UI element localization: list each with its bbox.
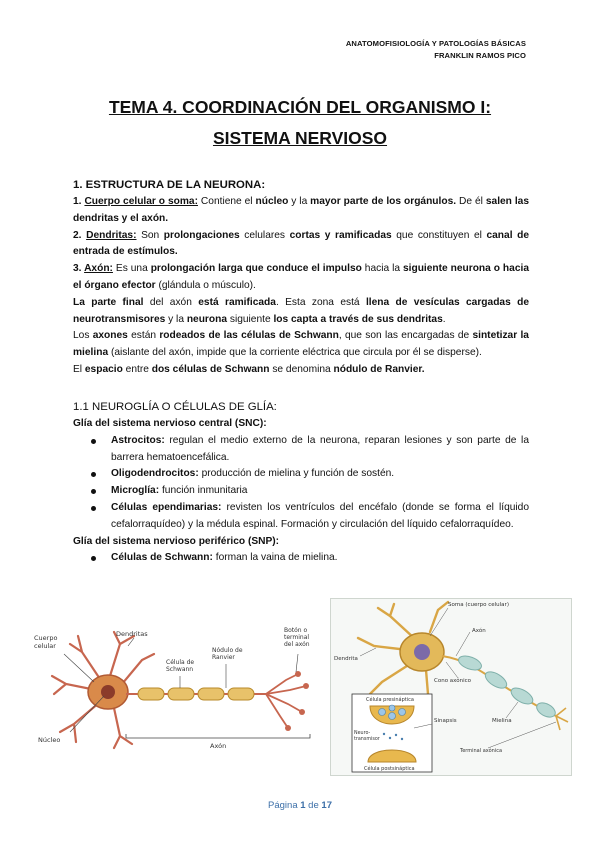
bold-text: núcleo [255,196,289,207]
list-item [111,483,529,500]
label-dendrita: Dendrita [334,656,358,662]
bold-text: Glía del sistema nervioso central (SNC): [73,418,267,429]
bold-text: rodeados de las células de Schwann [159,330,339,342]
text: siguiente [227,313,274,325]
term-dendritas: Dendritas: [86,229,137,241]
label-postsinaptica: Célula postsináptica [364,766,415,772]
neuron-diagram-svg [30,624,322,756]
term-axon: Axón: [84,263,113,275]
bold-text: está ramificada [198,296,276,308]
text: Es una [112,263,151,275]
header-course: ANATOMOFISIOLOGÍA Y PATOLOGÍAS BÁSICAS [345,39,526,48]
neuron-diagram [30,624,322,756]
bold-text: dos células de Schwann [151,363,270,375]
bold-text: canal de entrada de estímulos. [73,229,529,258]
text: se denomina [269,363,334,375]
text: , que son las encargadas de [338,330,473,342]
synapse-diagram [330,598,572,776]
synapse-diagram-svg [330,598,572,776]
bold-text: sintetizar la mielina [73,330,529,359]
list-item [111,500,529,534]
section-neuron-structure [73,176,529,379]
snp-heading [73,534,529,551]
snc-list [73,433,529,534]
footer-page-total: 17 [321,800,332,811]
label-presinaptica: Célula presináptica [366,697,414,703]
item-number: 1. [73,196,85,207]
paragraph-axon-terminal [73,295,529,329]
item-text: revisten los ventrículos del encéfalo (donde se forma el líquido cefalorraquídeo) y la médula espinal. Formación y circulación del líquido cefalorraquídeo. [111,501,529,530]
page-title [60,92,540,154]
label-line: Schwann [166,666,194,673]
label-line: Cuerpo [34,634,58,642]
footer-mid: de [305,800,322,811]
item-term: Células de Schwann: [111,552,213,564]
bold-text: llena de vesículas cargadas de neurotransmisores [73,296,529,325]
label-nucleo: Núcleo [38,736,61,744]
bold-text: axones [92,330,128,342]
label-line: Célula de [166,659,195,666]
label-line: transmisor [354,737,380,742]
list-item [111,433,529,467]
section-heading: 1.1 NEUROGLÍA O CÉLULAS DE GLÍA: [73,401,277,413]
footer-page-number: 1 [300,800,306,811]
item-text: forman la vaina de mielina. [212,552,338,564]
text: . [442,313,446,325]
item-text: regulan el medio externo de la neurona, reparan lesiones y son parte de la barrera hematoencefálica. [111,434,529,463]
label-celula-schwann [166,659,194,673]
bold-text: Glía del sistema nervioso periférico (SNP): [73,535,280,547]
section-neuroglia [73,398,529,567]
item-term: Microglía: [111,485,160,497]
bold-text: salen las dendritas y el axón. [73,196,530,224]
text: El [73,363,85,375]
label-terminal-axonica: Terminal axónica [460,748,503,754]
label-cuerpo-celular [34,634,57,650]
text: hacia la [361,263,403,275]
title-line-2: SISTEMA NERVIOSO [212,128,388,148]
footer-prefix: Página [268,800,301,811]
nucleus [414,644,430,660]
term-soma: Cuerpo celular o soma: [84,196,198,207]
bold-text: La parte final [73,296,144,308]
text: entre [122,363,152,375]
bold-text: cortas y ramificadas [289,229,392,241]
label-boton [284,627,310,648]
paragraph-ranvier [73,362,529,379]
list-item [111,550,529,567]
section-heading: 1. ESTRUCTURA DE LA NEURONA: [73,179,266,191]
text: y la [288,196,311,207]
label-line: del axón [284,641,310,648]
label-soma: Soma (cuerpo celular) [448,602,509,608]
paragraph-schwann [73,328,529,362]
label-mielina: Mielina [492,718,512,724]
text: están [127,330,160,342]
text: y la [165,313,187,325]
item-term: Oligodendrocitos: [111,468,199,480]
paragraph-dendritas [73,228,529,262]
label-line: Neuro- [354,731,371,736]
bold-text: nódulo de Ranvier. [333,363,425,375]
text: De él [456,196,486,207]
text: que constituyen el [391,229,487,241]
item-number: 2. [73,229,87,241]
snp-list [73,550,529,567]
text: Los [73,330,93,342]
text: (glándula o músculo). [155,279,256,291]
label-cono-axonico: Cono axónico [434,678,472,684]
bold-text: prolongaciones [163,229,240,241]
label-dendritas: Dendritas [116,630,148,638]
list-item [111,466,529,483]
bold-text: siguiente neurona o hacia el órgano efector [73,263,529,291]
item-text: producción de mielina y función de sostén. [198,468,395,480]
running-header [346,38,526,62]
text: . Esta zona está [275,296,366,308]
label-axon: Axón [210,742,227,750]
item-text: función inmunitaria [159,485,248,497]
item-term: Astrocitos: [111,434,165,446]
label-line: celular [34,642,56,650]
text: del axón [143,296,199,308]
bold-text: los capta a través de sus dendritas [273,313,443,325]
bold-text: espacio [84,363,123,375]
bold-text: mayor parte de los orgánulos. [310,196,457,207]
text: Contiene el [197,196,256,207]
header-author: FRANKLIN RAMOS PICO [434,51,526,60]
label-line: Nódulo de [212,647,243,654]
bold-text: prolongación larga que conduce el impulso [150,263,362,275]
snc-heading [73,416,529,433]
label-line: Ranvier [212,654,235,661]
item-number: 3. [73,263,85,275]
page-footer [0,800,600,811]
paragraph-soma [73,194,529,228]
paragraph-axon [73,261,529,295]
text: celulares [239,229,290,241]
item-term: Células ependimarias: [111,501,222,513]
title-line-1: TEMA 4. COORDINACIÓN DEL ORGANISMO I: [108,97,492,117]
text: (aislante del axón, impide que la corriente eléctrica que circula por él se disperse). [108,347,482,359]
bold-text: neurona [186,313,228,325]
label-line: terminal [284,634,310,641]
label-axon: Axón [472,628,486,634]
label-sinapsis: Sinapsis [434,718,457,724]
label-line: Botón o [284,627,308,634]
text: Son [136,229,164,241]
